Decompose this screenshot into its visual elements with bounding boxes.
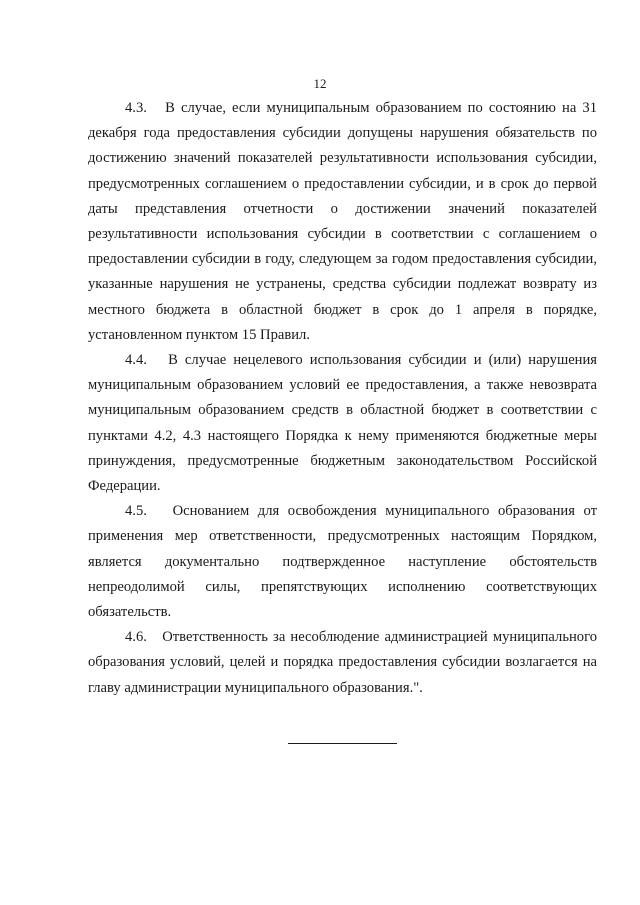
- paragraph-text: В случае, если муниципальным образованием по состоянию на 31 декабря года предоставления субсидии допущены нарушения обязательств по достижению значений показателей результативности использования субсидии, предусмотренных соглашением о предоставлении субсидии, и в срок до первой даты представления отчетности о достижении значений показателей результативности использования субсидии в соответствии с соглашением о предоставлении субсидии в году, следующем за годом предоставления субсидии, указанные нарушения не устранены, средства субсидии подлежат возврату из местного бюджета в областной бюджет в срок до 1 апреля в порядке, установленном пунктом 15 Правил.: [88, 100, 597, 343]
- paragraph-4-3: [88, 96, 597, 348]
- page-number: 12: [313, 76, 327, 91]
- paragraph-4-4: [88, 348, 597, 499]
- paragraph-number: 4.6.: [125, 629, 147, 646]
- paragraph-number: 4.5.: [125, 503, 147, 520]
- document-body: [88, 96, 597, 701]
- paragraph-number: 4.3.: [125, 100, 147, 116]
- paragraph-4-6: [88, 625, 597, 701]
- paragraph-text: Ответственность за несоблюдение администрацией муниципального образования условий, целей и порядка предоставления субсидии возлагается на главу администрации муниципального образования.".: [88, 629, 597, 696]
- paragraph-text: В случае нецелевого использования субсидии и (или) нарушения муниципальным образованием условий ее предоставления, а также невозврата муниципальным образованием средств в областной бюджет в соответствии с пунктами 4.2, 4.3 настоящего Порядка к нему применяются бюджетные меры принуждения, предусмотренные бюджетным законодательством Российской Федерации.: [88, 352, 598, 495]
- end-rule: [288, 743, 397, 744]
- paragraph-text: Основанием для освобождения муниципального образования от применения мер ответственности, предусмотренных настоящим Порядком, является документально подтвержденное наступление обстоятельств непреодолимой силы, препятствующих исполнению соответствующих обязательств.: [88, 503, 597, 621]
- paragraph-4-5: [88, 499, 597, 625]
- paragraph-number: 4.4.: [125, 352, 147, 369]
